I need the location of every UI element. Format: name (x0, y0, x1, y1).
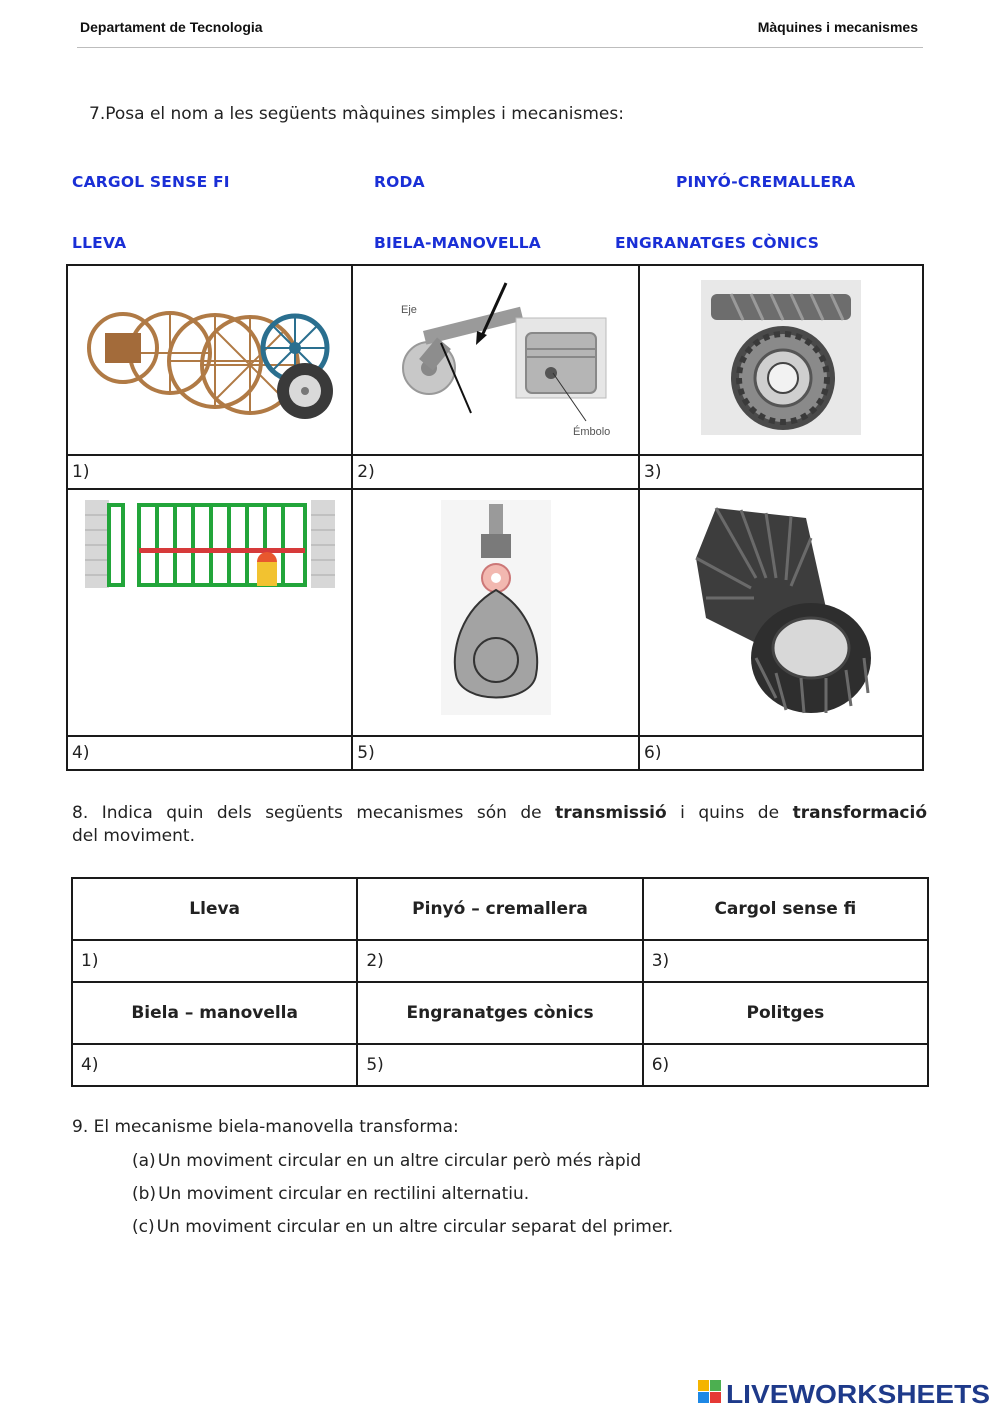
q9-choice-b-text: Un moviment circular en rectilini alternatiu. (158, 1184, 530, 1204)
q7-number-1: 1) (67, 455, 352, 489)
option-lleva: LLEVA (72, 234, 127, 252)
q8-header-lleva: Lleva (72, 878, 357, 940)
q7-number-2: 2) (352, 455, 639, 489)
header-subject: Màquines i mecanismes (757, 19, 918, 35)
crank-piston-image (381, 273, 611, 443)
q8-prompt-line2: del moviment. (72, 826, 195, 846)
cam-image (441, 500, 551, 715)
q8-bold-transformacio: transformació (792, 803, 928, 823)
image-cell-1 (67, 265, 352, 455)
q7-number-3: 3) (639, 455, 923, 489)
q9-choice-c-letter: (c) (132, 1217, 155, 1237)
worm-gear-image (701, 280, 861, 435)
q8-answer-6[interactable]: 6) (643, 1044, 928, 1086)
q8-answer-4[interactable]: 4) (72, 1044, 357, 1086)
image-cell-6 (639, 489, 923, 736)
embolo-label: Émbolo (572, 425, 610, 438)
q9-choice-b[interactable] (132, 1184, 529, 1204)
option-cargol-sense-fi: CARGOL SENSE FI (72, 173, 230, 191)
header-department: Departament de Tecnologia (80, 19, 263, 35)
header-divider (77, 47, 923, 48)
bevel-gears-image (686, 498, 876, 728)
option-pinyo-cremallera: PINYÓ-CREMALLERA (676, 173, 856, 191)
wheels-image (85, 293, 335, 423)
rack-gate-image (85, 500, 335, 595)
q8-header-pinyo-cremallera: Pinyó – cremallera (357, 878, 642, 940)
option-engranatges-conics: ENGRANATGES CÒNICS (615, 234, 820, 252)
q9-choice-a-letter: (a) (132, 1151, 156, 1171)
q7-number-6: 6) (639, 736, 923, 770)
image-cell-3 (639, 265, 923, 455)
q7-number-5: 5) (352, 736, 639, 770)
q8-answer-3[interactable]: 3) (643, 940, 928, 982)
q8-answer-5[interactable]: 5) (357, 1044, 642, 1086)
q8-bold-transmissio: transmissió (555, 803, 667, 823)
q8-prompt-line1 (72, 803, 927, 823)
q7-number-4: 4) (67, 736, 352, 770)
q8-prompt-start: 8. Indica quin dels següents mecanismes són de (72, 803, 556, 823)
q8-header-biela-manovella: Biela – manovella (72, 982, 357, 1044)
image-cell-2 (352, 265, 639, 455)
option-roda: RODA (374, 173, 425, 191)
eje-label: Eje (400, 303, 417, 316)
q9-choice-b-letter: (b) (132, 1184, 157, 1204)
liveworksheets-logo (698, 1378, 992, 1412)
image-cell-5 (352, 489, 639, 736)
q8-prompt-mid: i quins de (666, 803, 793, 823)
q8-answer-2[interactable]: 2) (357, 940, 642, 982)
q9-prompt: 9. El mecanisme biela-manovella transforma: (72, 1117, 459, 1137)
q9-choice-a[interactable] (132, 1151, 641, 1171)
q8-table (71, 877, 929, 1087)
liveworksheets-logo-graphic (698, 1378, 992, 1408)
q9-choice-c-text: Un moviment circular en un altre circular separat del primer. (156, 1217, 674, 1237)
q8-header-politges: Politges (643, 982, 928, 1044)
q9-choice-a-text: Un moviment circular en un altre circular però més ràpid (157, 1151, 642, 1171)
q7-image-table (66, 264, 924, 771)
option-biela-manovella: BIELA-MANOVELLA (374, 234, 541, 252)
liveworksheets-brand: LIVEWORKSHEETS (726, 1379, 990, 1408)
q8-answer-1[interactable]: 1) (72, 940, 357, 982)
q8-header-engranatges-conics: Engranatges cònics (357, 982, 642, 1044)
image-cell-4 (67, 489, 352, 736)
q8-header-cargol-sense-fi: Cargol sense fi (643, 878, 928, 940)
q7-prompt: 7.Posa el nom a les següents màquines simples i mecanismes: (89, 104, 624, 124)
q9-choice-c[interactable] (132, 1217, 673, 1237)
